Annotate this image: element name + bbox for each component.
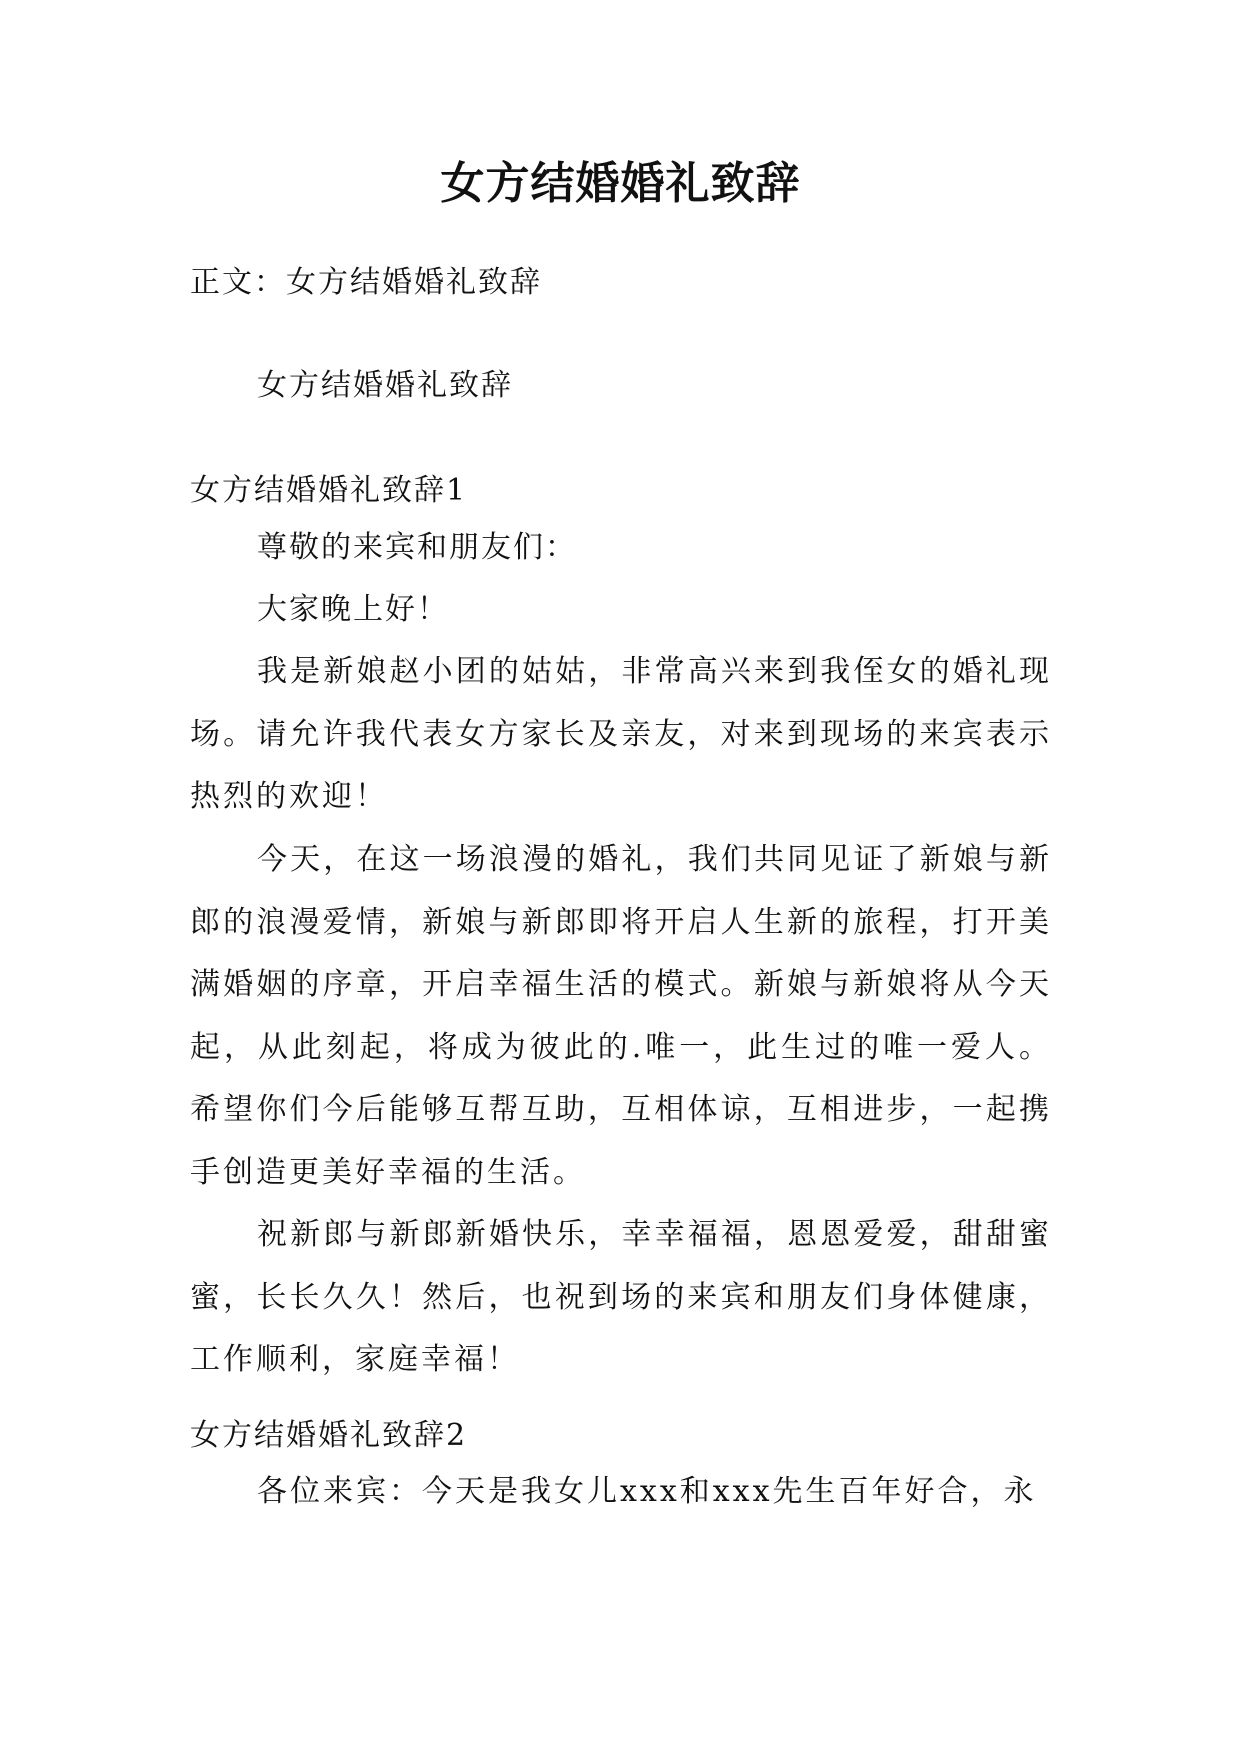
section-1-paragraph-2: 今天，在这一场浪漫的婚礼，我们共同见证了新娘与新郎的浪漫爱情，新娘与新郎即将开启人生新的旅程，打开美满婚姻的序章，开启幸福生活的模式。新娘与新娘将从今天起，从此刻起，将成为彼此的.唯一，此生过的唯一爱人。希望你们今后能够互帮互助，互相体谅，互相进步，一起携手创造更美好幸福的生活。 bbox=[190, 842, 1052, 1190]
section-2-heading: 女方结婚婚礼致辞2 bbox=[190, 1418, 468, 1453]
section-1-paragraph-1: 我是新娘赵小团的姑姑，非常高兴来到我侄女的婚礼现场。请允许我代表女方家长及亲友，对来到现场的来宾表示热烈的欢迎！ bbox=[190, 654, 1052, 814]
sub-title: 女方结婚婚礼致辞 bbox=[257, 368, 513, 403]
hello-line: 大家晚上好！ bbox=[257, 592, 449, 627]
greeting-line: 尊敬的来宾和朋友们： bbox=[257, 530, 577, 565]
section-1-paragraph-3: 祝新郎与新郎新婚快乐，幸幸福福，恩恩爱爱，甜甜蜜蜜，长长久久！然后，也祝到场的来宾和朋友们身体健康，工作顺利，家庭幸福！ bbox=[190, 1217, 1052, 1377]
section-1-heading: 女方结婚婚礼致辞1 bbox=[190, 473, 468, 508]
document-title: 女方结婚婚礼致辞 bbox=[440, 158, 801, 209]
section-2-paragraph-1: 各位来宾：今天是我女儿xxx和xxx先生百年好合，永 bbox=[257, 1474, 1037, 1509]
intro-line: 正文：女方结婚婚礼致辞 bbox=[190, 265, 542, 300]
